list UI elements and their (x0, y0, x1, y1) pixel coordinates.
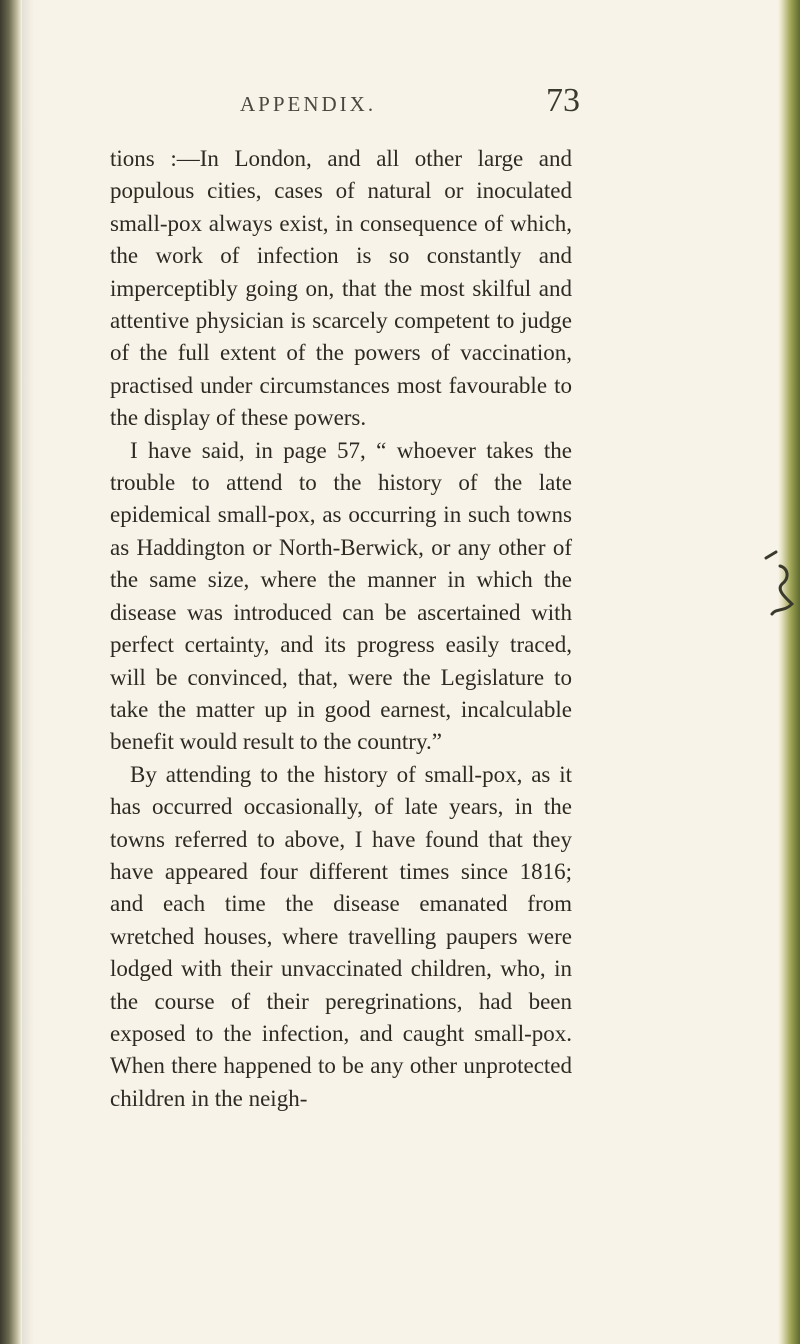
body-text (110, 143, 572, 1115)
page-number: 73 (546, 82, 580, 119)
paragraph: tions :—In London, and all other large and populous cities, cases of natural or inoculated small-pox always exist, in consequence of which, the work of infection is so constantly and imperceptibly going on, that the most skilful and attentive physician is scarcely competent to judge of the full extent of the powers of vaccination, practised under circumstances most favourable to the display of these powers. (110, 146, 572, 431)
page-binding-shadow (0, 0, 22, 1344)
margin-pencil-mark (758, 550, 798, 630)
running-head (0, 82, 800, 132)
paragraph: I have said, in page 57, “ whoever takes the trouble to attend to the history of the late epidemical small-pox, as occurring in such towns as Haddington or North-Berwick, or any other of the same size, where the manner in which the disease was introduced can be ascertained with perfect certainty, and its progress easily traced, will be convinced, that, were the Legislature to take the matter up in good earnest, incalculable benefit would result to the country.” (110, 437, 572, 755)
paragraph: By attending to the history of small-pox, as it has occurred occasionally, of late years, in the towns referred to above, I have found that they have appeared four different times since 1816; and each time the disease emanated from wretched houses, where travelling paupers were lodged with their unvaccinated children, who, in the course of their peregrinations, had been exposed to the infection, and caught small-pox. When there happened to be any other unprotected children in the neigh- (110, 761, 572, 1111)
page-edge (778, 0, 800, 1344)
running-title: APPENDIX. (240, 92, 377, 116)
